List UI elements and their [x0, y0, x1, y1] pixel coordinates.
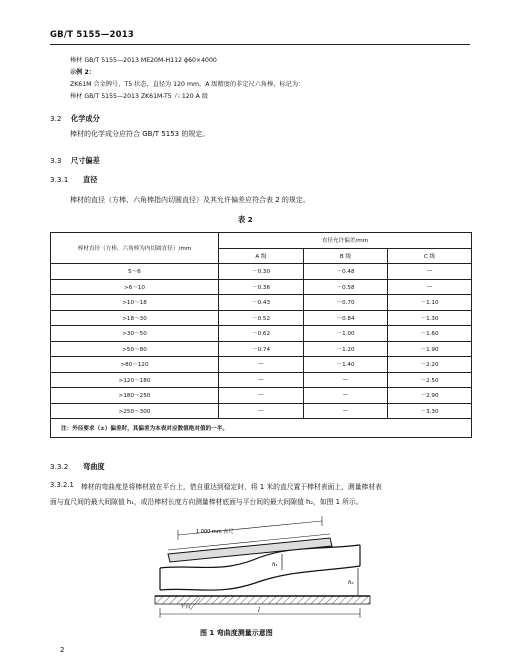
intro-line-1: 棒材 GB/T 5155—2013 ME20M-H112 ϕ60×4000	[70, 57, 217, 64]
cell: >120～180	[51, 372, 219, 388]
header-grade-c: C 级	[388, 248, 472, 264]
cell: －0.84	[304, 310, 388, 326]
cell: >10～18	[51, 295, 219, 311]
header-tolerance-group: 直径允许偏差/mm	[219, 233, 472, 249]
table-row	[51, 264, 472, 280]
table-row	[51, 279, 472, 295]
table-row	[51, 310, 472, 326]
section-3-3-2-number: 3.3.2	[50, 462, 69, 471]
example-label: 示例 2：	[70, 69, 96, 76]
cell: >18～30	[51, 310, 219, 326]
cell: －2.50	[388, 372, 472, 388]
cell: —	[219, 357, 304, 373]
cell: －0.48	[304, 264, 388, 280]
cell: —	[388, 264, 472, 280]
cell: －0.43	[219, 295, 304, 311]
cell: －0.36	[219, 279, 304, 295]
cell: —	[304, 388, 388, 404]
table-title: 表 2	[238, 215, 253, 224]
cell: －1.40	[304, 357, 388, 373]
table-row	[51, 295, 472, 311]
cell: －1.20	[304, 341, 388, 357]
cell: －1.00	[304, 326, 388, 342]
table-note: 注：外径要求（±）偏差时，其偏差为本表对应数值绝对值的一半。	[51, 419, 472, 438]
cell: >250～300	[51, 403, 219, 419]
platform-label: 平台	[180, 604, 192, 610]
section-3-3-1-title: 直径	[83, 175, 98, 184]
header-grade-b: B 级	[304, 248, 388, 264]
header-diameter: 棒材直径（方棒、六角棒为内切圆直径）/mm	[51, 233, 219, 264]
table-row	[51, 372, 472, 388]
bar-bottom	[160, 566, 360, 590]
section-3-2-title: 化学成分	[71, 114, 100, 123]
cell: －0.58	[304, 279, 388, 295]
cell: —	[388, 279, 472, 295]
cell: —	[219, 403, 304, 419]
cell: >50～80	[51, 341, 219, 357]
cell: －1.60	[388, 326, 472, 342]
intro-line-4: 棒材 GB/T 5155—2013 ZK61M-T5 六 120 A 级	[70, 93, 209, 100]
section-3-3-number: 3.3	[50, 156, 62, 165]
bending-diagram	[150, 510, 380, 630]
section-3-3-title: 尺寸偏差	[71, 156, 100, 165]
cell: 5～6	[51, 264, 219, 280]
cell: －1.30	[388, 310, 472, 326]
cell: －0.52	[219, 310, 304, 326]
platform	[155, 596, 370, 604]
cell: >180～250	[51, 388, 219, 404]
cell: －0.74	[219, 341, 304, 357]
section-3-3-2-1-line-1: 棒材的弯曲度是将棒材放在平台上，借自重达到稳定时，将 1 米的直尺置于棒材表面上，测量棒材表	[81, 483, 382, 491]
cell: —	[219, 388, 304, 404]
cell: >80～120	[51, 357, 219, 373]
table-row	[51, 388, 472, 404]
table-row	[51, 357, 472, 373]
cell: －0.62	[219, 326, 304, 342]
section-3-3-1-number: 3.3.1	[50, 175, 69, 184]
header-grade-a: A 级	[219, 248, 304, 264]
h2-label: h₂	[348, 580, 354, 586]
cell: －0.70	[304, 295, 388, 311]
cell: －2.20	[388, 357, 472, 373]
standard-header: GB/T 5155—2013	[50, 30, 134, 40]
section-3-3-2-1-number: 3.3.2.1	[50, 481, 74, 489]
cell: —	[304, 372, 388, 388]
cell: —	[219, 372, 304, 388]
section-3-2-number: 3.2	[50, 114, 62, 123]
table-row	[51, 326, 472, 342]
cell: －2.90	[388, 388, 472, 404]
header-rule	[50, 44, 470, 45]
cell: －3.30	[388, 403, 472, 419]
l-label: l	[258, 607, 260, 614]
cell: －1.10	[388, 295, 472, 311]
cell: >30～50	[51, 326, 219, 342]
cell: －1.90	[388, 341, 472, 357]
section-3-3-2-title: 弯曲度	[83, 462, 105, 471]
section-3-3-2-1-line-2: 面与直尺间的最大间隙值 h₁，或沿棒材长度方向测量棒材底面与平台间的最大间隙值 h₂，如图 1 所示。	[50, 498, 363, 506]
h1-label: h₁	[272, 562, 278, 568]
figure-caption: 图 1 弯曲度测量示意图	[200, 629, 273, 637]
page-number: 2	[60, 646, 65, 654]
ruler-label: 1 000 mm 直尺	[196, 529, 234, 535]
cell: —	[304, 403, 388, 419]
intro-line-3: ZK61M 合金牌号，T5 状态，直径为 120 mm，A 级精度的非定尺六角棒，标记为：	[70, 81, 305, 88]
section-3-3-1-text: 棒材的直径（方棒、六角棒指内切圆直径）及其允许偏差应符合表 2 的规定。	[70, 196, 310, 204]
table-row	[51, 341, 472, 357]
table-row	[51, 403, 472, 419]
section-3-2-text: 棒材的化学成分应符合 GB/T 5153 的规定。	[70, 130, 210, 138]
cell: －0.30	[219, 264, 304, 280]
deviation-table	[50, 232, 472, 438]
cell: >6～10	[51, 279, 219, 295]
